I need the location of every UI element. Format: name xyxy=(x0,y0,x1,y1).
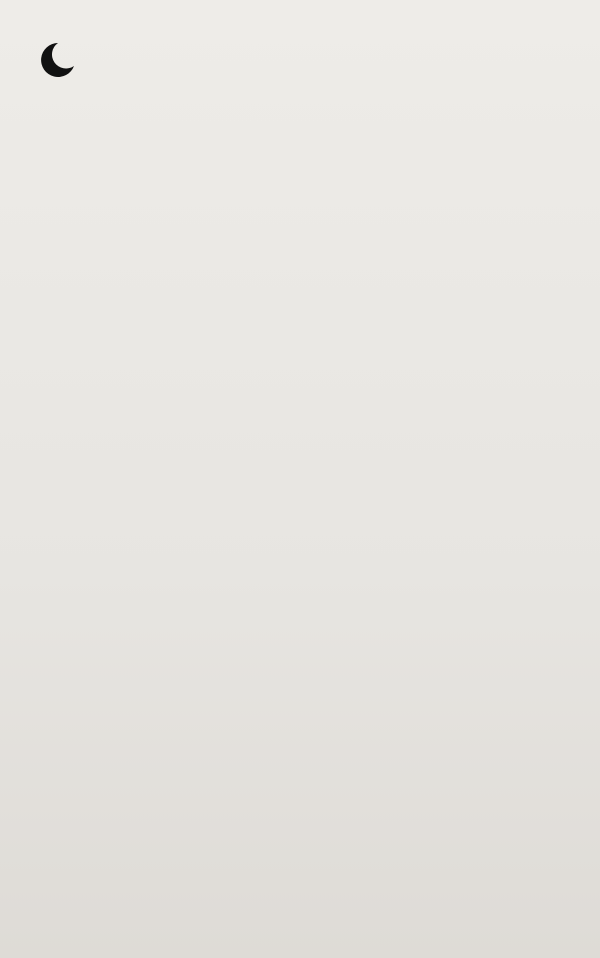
page-header xyxy=(22,38,578,78)
crescent-moon-icon xyxy=(36,40,76,80)
